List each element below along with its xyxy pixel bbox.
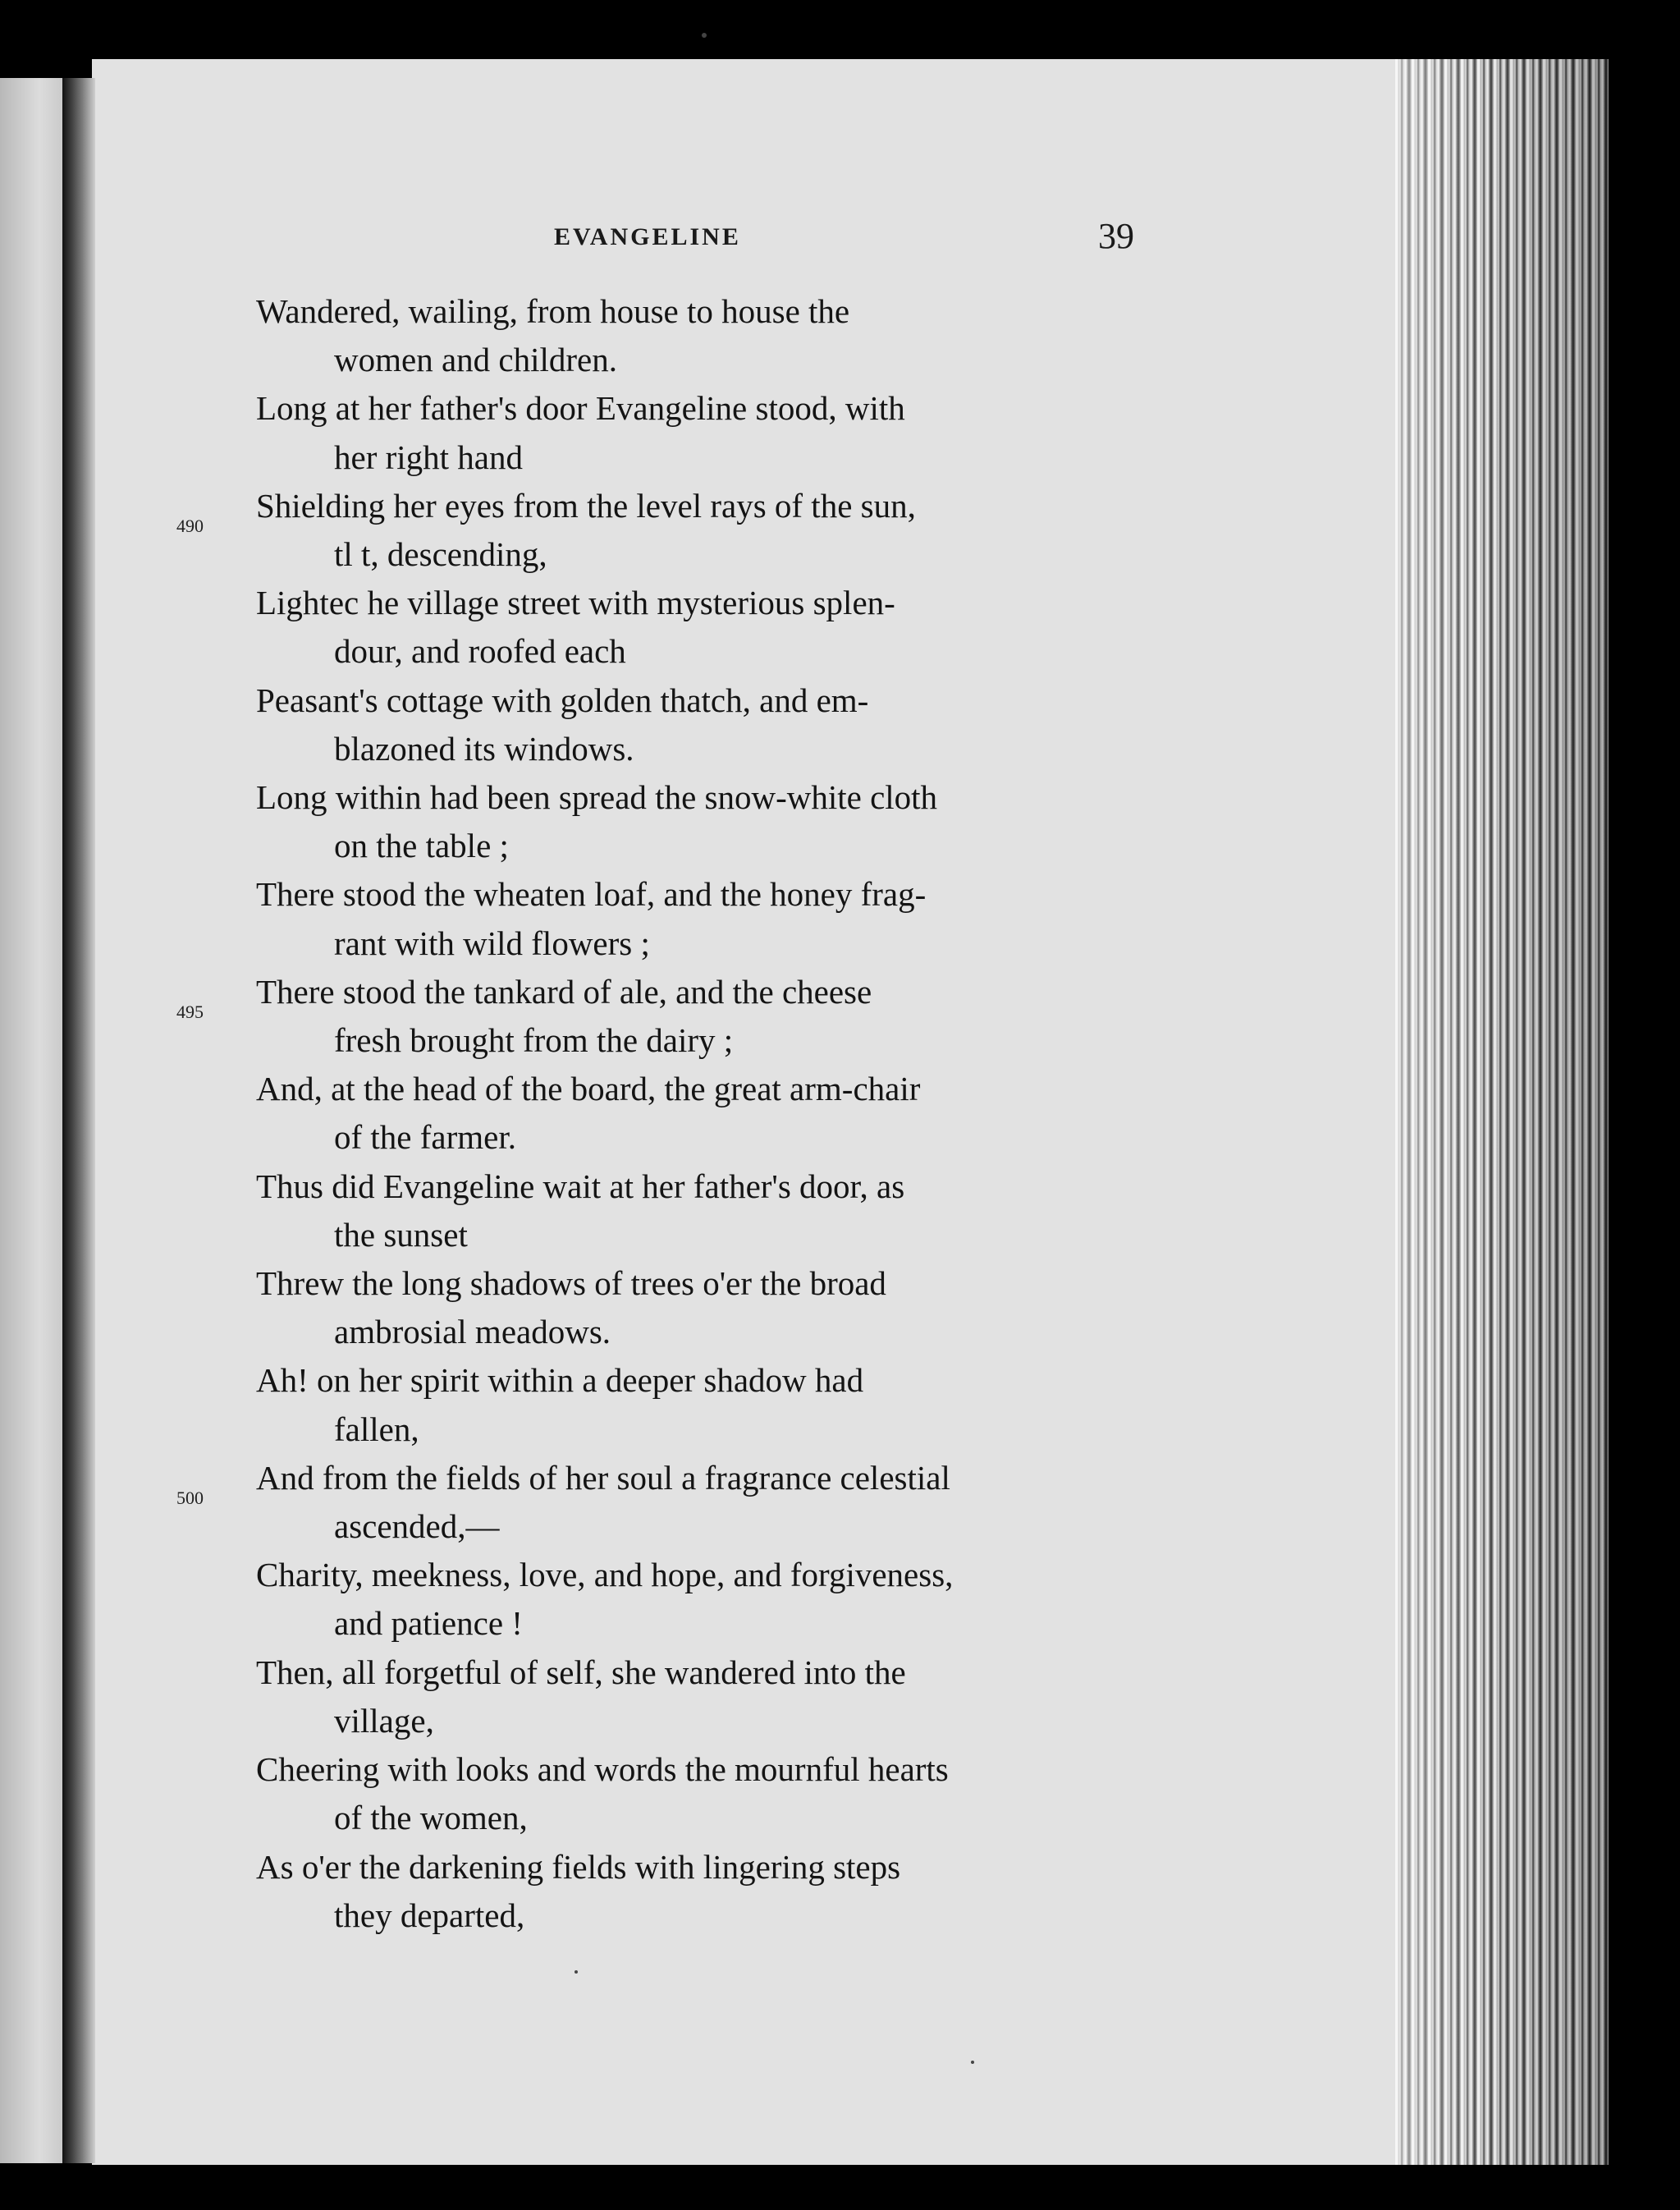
verse-line-continuation: village, [334,1701,434,1740]
verse-line: Charity, meekness, love, and hope, and forgiveness, [256,1556,954,1594]
verse-line: There stood the tankard of ale, and the cheese [256,972,872,1011]
verse-line: As o'er the darkening fields with lingering steps [256,1847,901,1886]
line-number-marker: 495 [176,1002,204,1022]
verse-line: And, at the head of the board, the great arm-chair [256,1070,921,1108]
scan-speck [702,33,707,38]
verse-line: Cheering with looks and words the mournful hearts [256,1750,949,1789]
verse-line: Long within had been spread the snow-white cloth [256,778,938,817]
verse-line: There stood the wheaten loaf, and the honey frag- [256,875,927,914]
verse-line-continuation: they departed, [334,1896,525,1934]
verse-line-continuation: ascended,— [334,1507,500,1546]
verse-line: Ah! on her spirit within a deeper shadow had [256,1361,864,1400]
line-number-marker: 500 [176,1488,204,1508]
running-title: EVANGELINE [554,223,741,250]
line-number-marker: 490 [176,516,204,536]
fore-edge-shading [1395,59,1609,2165]
verse-line-continuation: dour, and roofed each [334,632,626,671]
verse-line: Threw the long shadows of trees o'er the broad [256,1264,886,1303]
verse-line-continuation: fallen, [334,1410,419,1448]
verse-line-continuation: women and children. [334,341,617,379]
verse-line-continuation: rant with wild flowers ; [334,924,650,962]
facing-page-edge [0,78,66,2163]
scan-speck [574,1970,578,1974]
verse-line-continuation: her right hand [334,438,523,476]
verse-line: Long at her father's door Evangeline stood, with [256,389,905,428]
verse-line-continuation: on the table ; [334,827,509,865]
verse-line-continuation: fresh brought from the dairy ; [334,1021,734,1060]
poem-text [256,287,1175,1940]
verse-line: Peasant's cottage with golden thatch, and em- [256,681,869,719]
verse-line-continuation: of the women, [334,1799,528,1837]
verse-line-continuation: ambrosial meadows. [334,1313,611,1351]
verse-line: Wandered, wailing, from house to house the [256,292,850,330]
scan-speck [971,2061,974,2064]
verse-line-continuation: blazoned its windows. [334,729,634,768]
verse-line: Lightec he village street with mysterious splen- [256,584,895,622]
verse-line: Shielding her eyes from the level rays of the sun, [256,486,916,525]
verse-line: Thus did Evangeline wait at her father's door, as [256,1167,905,1205]
verse-line-continuation: the sunset [334,1215,468,1254]
verse-line: And from the fields of her soul a fragrance celestial [256,1458,950,1497]
verse-line-continuation: and patience ! [334,1604,523,1643]
verse-line-continuation: of the farmer. [334,1118,516,1157]
verse-line-continuation: tl t, descending, [334,535,547,574]
verse-line: Then, all forgetful of self, she wandered into the [256,1653,906,1691]
book-gutter [62,78,95,2163]
page-number: 39 [1098,216,1134,256]
